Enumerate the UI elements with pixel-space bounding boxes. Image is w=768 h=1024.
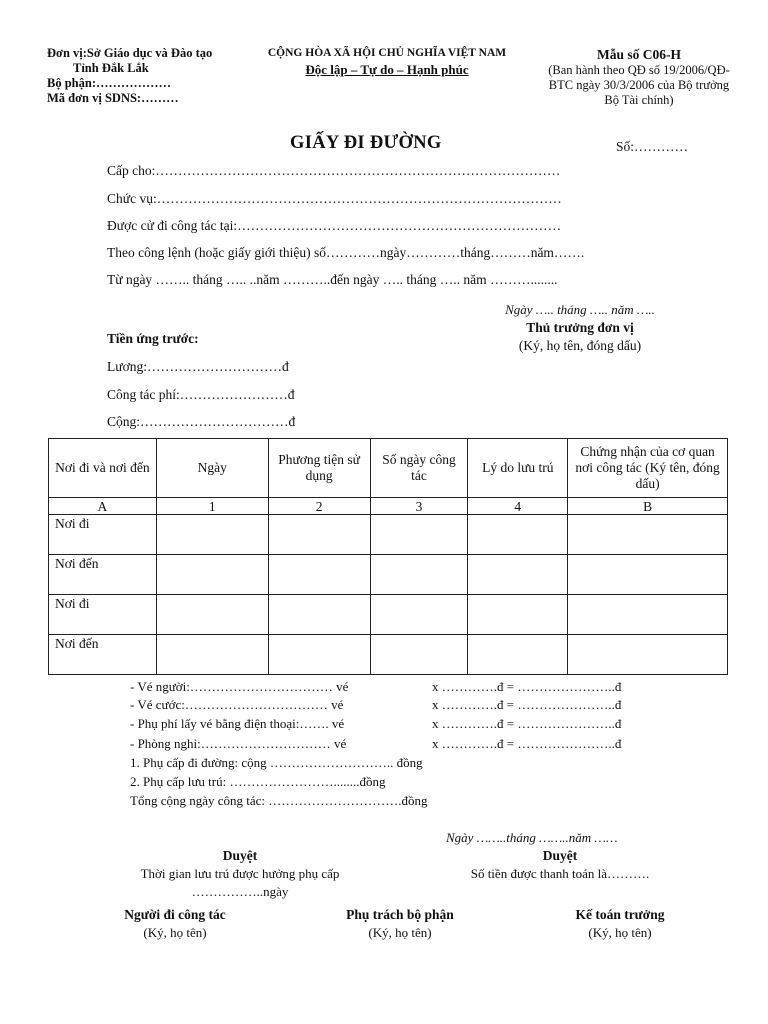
approval-left-text: Thời gian lưu trú được hưởng phụ cấp	[140, 866, 340, 881]
header-right	[528, 46, 750, 108]
expense-phong-nghi: - Phòng nghỉ:………………………… vé	[130, 736, 347, 751]
approval-left-days: ……………..ngày	[191, 884, 289, 899]
table-row	[49, 635, 728, 675]
document-number: Số:…………	[616, 139, 689, 154]
row-label: Nơi đến	[49, 555, 157, 595]
field-cong-lenh: Theo công lệnh (hoặc giấy giới thiệu) số…………ngày…………tháng………năm…….	[107, 245, 585, 260]
table-cell[interactable]	[568, 515, 728, 555]
row-label: Nơi đi	[49, 595, 157, 635]
col-index: 3	[370, 498, 468, 515]
table-cell[interactable]	[468, 635, 568, 675]
approval-left-title: Duyệt	[222, 848, 258, 863]
head-sign-title: Thủ trưởng đơn vị	[526, 320, 634, 335]
advance-title: Tiền ứng trước:	[107, 331, 199, 346]
table-cell[interactable]	[370, 635, 468, 675]
col-index: B	[568, 498, 728, 515]
head-sign-note: (Ký, họ tên, đóng dấu)	[518, 338, 642, 353]
col-header-transport: Phương tiện sử dụng	[268, 439, 370, 498]
signature-title: Kế toán trưởng	[575, 907, 665, 922]
field-duoc-cu: Được cử đi công tác tại:………………………………………………………………	[107, 218, 562, 233]
col-index: 4	[468, 498, 568, 515]
expense-ve-nguoi: - Vé người:…………………………… vé	[130, 679, 349, 694]
col-header-place: Nơi đi và nơi đến	[49, 439, 157, 498]
advance-luong: Lương:…………………………đ	[107, 359, 289, 374]
travel-table	[48, 438, 728, 675]
allowance-travel: 1. Phụ cấp đi đường: cộng ……………………….. đồng	[130, 755, 423, 770]
province-name: Tỉnh Đắk Lắk	[73, 61, 149, 75]
col-header-reason: Lý do lưu trú	[468, 439, 568, 498]
signature-traveler	[95, 906, 255, 942]
field-tu-ngay: Từ ngày …….. tháng ….. ..năm ………..đến ngày ….. tháng ….. năm ………........	[107, 272, 558, 287]
allowance-stay: 2. Phụ cấp lưu trú: ……………………........đồng	[130, 774, 386, 789]
approval-date: Ngày ……..tháng ……..năm ……	[446, 830, 618, 845]
expense-ve-nguoi-calc: x ………….đ = …………………..đ	[432, 679, 622, 694]
form-number: Mẫu số C06-H	[597, 47, 681, 62]
col-header-date: Ngày	[156, 439, 268, 498]
table-cell[interactable]	[268, 595, 370, 635]
head-signature-block	[470, 301, 690, 355]
expense-ve-cuoc: - Vé cước:…………………………… vé	[130, 697, 344, 712]
signature-note: (Ký, họ tên)	[143, 925, 207, 940]
expense-phu-phi: - Phụ phí lấy vé bằng điện thoại:……. vé	[130, 716, 345, 731]
expense-phong-nghi-calc: x ………….đ = …………………..đ	[432, 736, 622, 751]
document-title: GIẤY ĐI ĐƯỜNG	[290, 133, 442, 153]
approval-left	[100, 847, 380, 901]
expense-phu-phi-calc: x ………….đ = …………………..đ	[432, 716, 622, 731]
unit-name: Đơn vị:Sở Giáo dục và Đào tạo	[47, 46, 213, 60]
signature-note: (Ký, họ tên)	[368, 925, 432, 940]
col-index: A	[49, 498, 157, 515]
expense-ve-cuoc-calc: x ………….đ = …………………..đ	[432, 697, 622, 712]
table-cell[interactable]	[468, 555, 568, 595]
table-cell[interactable]	[568, 555, 728, 595]
col-index: 1	[156, 498, 268, 515]
table-row	[49, 595, 728, 635]
signature-accountant	[540, 906, 700, 942]
signature-title: Phụ trách bộ phận	[346, 907, 454, 922]
col-header-days: Số ngày công tác	[370, 439, 468, 498]
table-cell[interactable]	[156, 595, 268, 635]
issued-line-3: Bộ Tài chính)	[604, 93, 674, 107]
department-line: Bộ phận:………………	[47, 76, 171, 90]
header-left	[47, 46, 257, 106]
approval-right	[430, 847, 690, 883]
col-index: 2	[268, 498, 370, 515]
field-chuc-vu: Chức vụ:………………………………………………………………………………	[107, 191, 562, 206]
table-cell[interactable]	[370, 515, 468, 555]
head-sign-date: Ngày ….. tháng ….. năm …..	[505, 302, 655, 317]
table-cell[interactable]	[468, 595, 568, 635]
table-cell[interactable]	[268, 635, 370, 675]
table-cell[interactable]	[568, 595, 728, 635]
table-cell[interactable]	[268, 515, 370, 555]
issued-line-1: (Ban hành theo QĐ số 19/2006/QĐ-	[548, 63, 730, 77]
row-label: Nơi đến	[49, 635, 157, 675]
total-days: Tổng cộng ngày công tác: ………………………….đồng	[130, 793, 428, 808]
approval-right-text: Số tiền được thanh toán là……….	[470, 866, 650, 881]
table-cell[interactable]	[156, 515, 268, 555]
approval-right-title: Duyệt	[542, 848, 578, 863]
signature-title: Người đi công tác	[124, 907, 226, 922]
table-cell[interactable]	[156, 635, 268, 675]
table-cell[interactable]	[156, 555, 268, 595]
row-label: Nơi đi	[49, 515, 157, 555]
signature-note: (Ký, họ tên)	[588, 925, 652, 940]
advance-cong-tac-phi: Công tác phí:……………………đ	[107, 387, 295, 402]
table-cell[interactable]	[468, 515, 568, 555]
table-cell[interactable]	[568, 635, 728, 675]
table-row	[49, 555, 728, 595]
field-cap-cho: Cấp cho:………………………………………………………………………………	[107, 163, 561, 178]
table-cell[interactable]	[268, 555, 370, 595]
table-row	[49, 515, 728, 555]
advance-cong: Cộng:……………………………đ	[107, 414, 296, 429]
header-center	[252, 46, 522, 78]
signature-department	[320, 906, 480, 942]
issued-line-2: BTC ngày 30/3/2006 của Bộ trưởng	[548, 78, 730, 92]
table-cell[interactable]	[370, 555, 468, 595]
motto: Độc lập – Tự do – Hạnh phúc	[305, 62, 469, 77]
table-cell[interactable]	[370, 595, 468, 635]
republic-name: CỘNG HÒA XÃ HỘI CHỦ NGHĨA VIỆT NAM	[267, 47, 507, 59]
sdns-line: Mã đơn vị SDNS:………	[47, 91, 179, 105]
col-header-certification: Chứng nhận của cơ quan nơi công tác (Ký tên, đóng dấu)	[568, 439, 728, 498]
